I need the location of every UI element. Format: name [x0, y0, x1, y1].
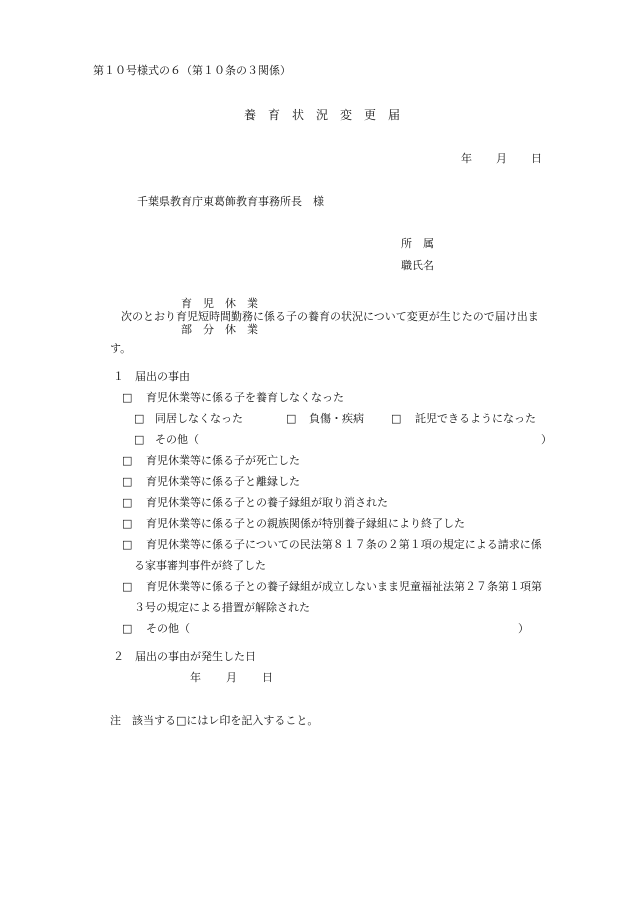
intro-option-partial-leave: 部 分 休 業 [181, 323, 258, 336]
addressee: 千葉県教育庁東葛飾教育事務所長 様 [137, 195, 324, 208]
reason-adoption-dissolved: 育児休業等に係る子と離縁した [146, 475, 300, 488]
intro-line-2: す。 [110, 342, 132, 355]
checkbox-adoption-dissolved[interactable]: □ [122, 475, 133, 488]
sub-other-close-paren: ） [541, 433, 552, 446]
section2-heading: ２ 届出の事由が発生した日 [113, 650, 256, 663]
other-label: その他（ [146, 622, 190, 635]
date-year-label: 年 [461, 152, 472, 165]
checkbox-other[interactable]: □ [122, 622, 133, 635]
option-injury-illness: 負傷・疾病 [309, 412, 364, 425]
date-day-label: 日 [531, 152, 542, 165]
name-label: 職氏名 [401, 259, 434, 272]
reason-civil-code-line1: 育児休業等に係る子についての民法第８１７条の２第１項の規定による請求に係 [146, 538, 542, 551]
reason-child-welfare-line1: 育児休業等に係る子との養子縁組が成立しないまま児童福祉法第２７条第１項第 [146, 580, 542, 593]
reason-child-died: 育児休業等に係る子が死亡した [146, 454, 300, 467]
intro-option-childcare-leave: 育 児 休 業 [181, 297, 258, 310]
date-month-label: 月 [496, 152, 507, 165]
reason-adoption-cancelled: 育児休業等に係る子との養子縁組が取り消された [146, 496, 388, 509]
section1-heading: １ 届出の事由 [113, 370, 190, 383]
checkbox-child-died[interactable]: □ [122, 454, 133, 467]
other-close-paren: ） [518, 622, 529, 635]
reason-special-adoption: 育児休業等に係る子との親族関係が特別養子縁組により終了した [146, 517, 465, 530]
form-number: 第１０号様式の６（第１０条の３関係） [93, 64, 291, 77]
checkbox-not-cohabiting[interactable]: □ [134, 412, 145, 425]
option-not-cohabiting: 同居しなくなった [155, 412, 243, 425]
reason-child-welfare-line2: ３号の規定による措置が解除された [134, 601, 310, 614]
checkbox-special-adoption[interactable]: □ [122, 517, 133, 530]
document-title: 養 育 状 況 変 更 届 [244, 108, 401, 122]
reason-not-raising-label: 育児休業等に係る子を養育しなくなった [146, 391, 344, 404]
reason-civil-code-line2: る家事審判事件が終了した [134, 559, 266, 572]
checkbox-reason-not-raising[interactable]: □ [122, 391, 133, 404]
checkbox-daycare-possible[interactable]: □ [391, 412, 402, 425]
checkbox-injury-illness[interactable]: □ [286, 412, 297, 425]
checkbox-civil-code-ruling[interactable]: □ [122, 538, 133, 551]
affiliation-label: 所 属 [401, 237, 434, 250]
occurrence-year-label: 年 [190, 671, 201, 684]
option-daycare-possible: 託児できるようになった [415, 412, 536, 425]
occurrence-day-label: 日 [262, 671, 273, 684]
checkbox-child-welfare-measure[interactable]: □ [122, 580, 133, 593]
note: 注 該当する□にはレ印を記入すること。 [110, 714, 319, 727]
occurrence-month-label: 月 [226, 671, 237, 684]
checkbox-sub-other[interactable]: □ [134, 433, 145, 446]
intro-line-1: 次のとおり育児短時間勤務に係る子の養育の状況について変更が生じたので届け出ま [121, 310, 539, 323]
checkbox-adoption-cancelled[interactable]: □ [122, 496, 133, 509]
sub-other-label: その他（ [155, 433, 199, 446]
